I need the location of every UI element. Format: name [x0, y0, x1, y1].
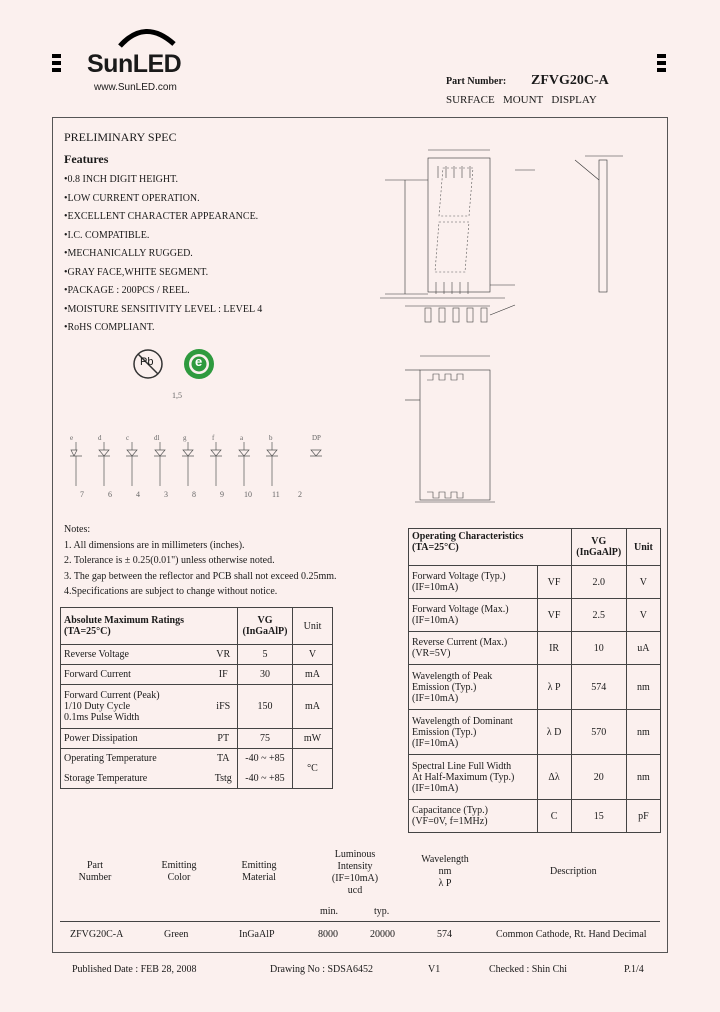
note-item: 2. Tolerance is ± 0.25(0.01") unless otherwise noted. — [64, 555, 275, 566]
col-emitting-color: Emitting Color — [161, 860, 197, 883]
abs-header-unit: Unit — [293, 608, 333, 645]
feature-item: • 0.8 INCH DIGIT HEIGHT. — [64, 174, 262, 193]
features-title: Features — [64, 152, 109, 166]
col-emitting-material: Emitting Material — [241, 860, 277, 883]
table-row: Reverse Voltage VR 5 V — [61, 645, 333, 665]
table-row: Power Dissipation PT 75 mW — [61, 729, 333, 749]
pin-number: 7 — [80, 490, 84, 499]
note-item: 4.Specifications are subject to change without notice. — [64, 586, 278, 597]
table-divider — [60, 921, 660, 922]
pin-number: 2 — [298, 490, 302, 499]
preliminary-spec: PRELIMINARY SPEC — [64, 130, 177, 144]
table-row: Forward Voltage (Max.) (IF=10mA) VF 2.5 V — [409, 599, 661, 632]
drawing-number: Drawing No : SDSA6452 — [270, 964, 374, 975]
circuit-diagram — [66, 440, 356, 490]
row-wavelength: 574 — [437, 929, 452, 940]
features-list — [64, 174, 262, 341]
table-row: Capacitance (Typ.) (VF=0V, f=1MHz) C 15 pF — [409, 800, 661, 833]
notes-title: Notes: — [64, 524, 91, 535]
col-luminous-intensity: Luminous Intensity (IF=10mA) ucd — [331, 849, 379, 896]
pin-label: DP — [312, 434, 321, 442]
right-edge-marks — [657, 54, 666, 75]
checked-by: Checked : Shin Chi — [489, 964, 568, 975]
feature-item: • I.C. COMPATIBLE. — [64, 230, 262, 249]
row-description: Common Cathode, Rt. Hand Decimal — [496, 929, 647, 940]
pin-label: dl — [154, 434, 160, 442]
logo-text: SunLED — [87, 50, 182, 78]
pin-label: b — [269, 434, 273, 442]
pin-number: 6 — [108, 490, 112, 499]
pin-label: g — [183, 434, 187, 442]
pin-label: d — [98, 434, 102, 442]
row-typ: 20000 — [370, 929, 395, 940]
col-min: min. — [320, 906, 339, 917]
note-item: 3. The gap between the reflector and PCB shall not exceed 0.25mm. — [64, 570, 337, 582]
col-wavelength: Wavelength nm λ P — [421, 854, 469, 889]
operating-characteristics-table — [408, 528, 661, 833]
absolute-max-ratings-table — [60, 607, 333, 789]
pin-number: 10 — [244, 490, 252, 499]
row-color: Green — [164, 929, 189, 940]
row-material: InGaAlP — [239, 929, 275, 940]
table-row — [60, 929, 660, 943]
published-date: Published Date : FEB 28, 2008 — [72, 964, 197, 975]
website-url[interactable]: www.SunLED.com — [94, 82, 177, 93]
part-number: ZFVG20C-A — [531, 73, 609, 88]
pin-label: f — [212, 434, 215, 442]
table-row: Spectral Line Full Width At Half-Maximum (Typ.) (IF=10mA) Δλ 20 nm — [409, 755, 661, 800]
pin-label: c — [126, 434, 130, 442]
feature-item: • LOW CURRENT OPERATION. — [64, 193, 262, 212]
pin-number: 4 — [136, 490, 140, 499]
col-part-number: Part Number — [78, 860, 112, 883]
abs-header-param: Absolute Maximum Ratings (TA=25°C) — [61, 608, 238, 645]
pb-label: Pb — [140, 356, 154, 368]
package-dimension-drawing — [365, 130, 665, 520]
table-row: Storage Temperature Tstg -40 ~ +85 — [61, 769, 333, 789]
col-description: Description — [550, 866, 597, 877]
op-header-unit: Unit — [626, 529, 660, 566]
table-row: Wavelength of Peak Emission (Typ.) (IF=10mA) λ P 574 nm — [409, 665, 661, 710]
part-number-label: Part Number: — [446, 76, 507, 87]
table-row: Operating Temperature TA -40 ~ +85 °C — [61, 749, 333, 769]
pin-number: 11 — [272, 490, 280, 499]
op-header-vg: VG (InGaAlP) — [571, 529, 626, 566]
subtitle: SURFACE MOUNT DISPLAY — [446, 94, 597, 106]
page-number: P.1/4 — [624, 964, 644, 975]
table-row: Forward Current IF 30 mA — [61, 665, 333, 685]
feature-item: • EXCELLENT CHARACTER APPEARANCE. — [64, 211, 262, 230]
pin-number: 3 — [164, 490, 168, 499]
notes — [64, 524, 337, 602]
abs-header-vg: VG (InGaAlP) — [238, 608, 293, 645]
feature-item: • RoHS COMPLIANT. — [64, 322, 262, 341]
pin-number: 9 — [220, 490, 224, 499]
pin-label: e — [70, 434, 74, 442]
op-header-param: Operating Characteristics (TA=25°C) — [409, 529, 572, 566]
table-row: Forward Current (Peak) 1/10 Duty Cycle 0.1ms Pulse Width iFS 150 mA — [61, 685, 333, 729]
pin-label: a — [240, 434, 244, 442]
version: V1 — [428, 964, 441, 975]
feature-item: • MECHANICALLY RUGGED. — [64, 248, 262, 267]
table-row: Forward Voltage (Typ.) (IF=10mA) VF 2.0 V — [409, 566, 661, 599]
row-part-number: ZFVG20C-A — [70, 929, 124, 940]
note-item: 1. All dimensions are in millimeters (inches). — [64, 539, 245, 551]
circuit-common-label: 1,5 — [172, 391, 182, 400]
feature-item: • MOISTURE SENSITIVITY LEVEL : LEVEL 4 — [64, 304, 262, 323]
table-row: Wavelength of Dominant Emission (Typ.) (IF=10mA) λ D 570 nm — [409, 710, 661, 755]
row-min: 8000 — [318, 929, 338, 940]
table-row: Reverse Current (Max.) (VR=5V) IR 10 uA — [409, 632, 661, 665]
pin-number: 8 — [192, 490, 196, 499]
feature-item: • PACKAGE : 200PCS / REEL. — [64, 285, 262, 304]
left-edge-marks — [52, 54, 61, 75]
col-typ: typ. — [374, 906, 390, 917]
sunled-logo-arc — [90, 22, 190, 52]
rohs-e-label: e — [195, 354, 203, 369]
feature-item: • GRAY FACE,WHITE SEGMENT. — [64, 267, 262, 286]
